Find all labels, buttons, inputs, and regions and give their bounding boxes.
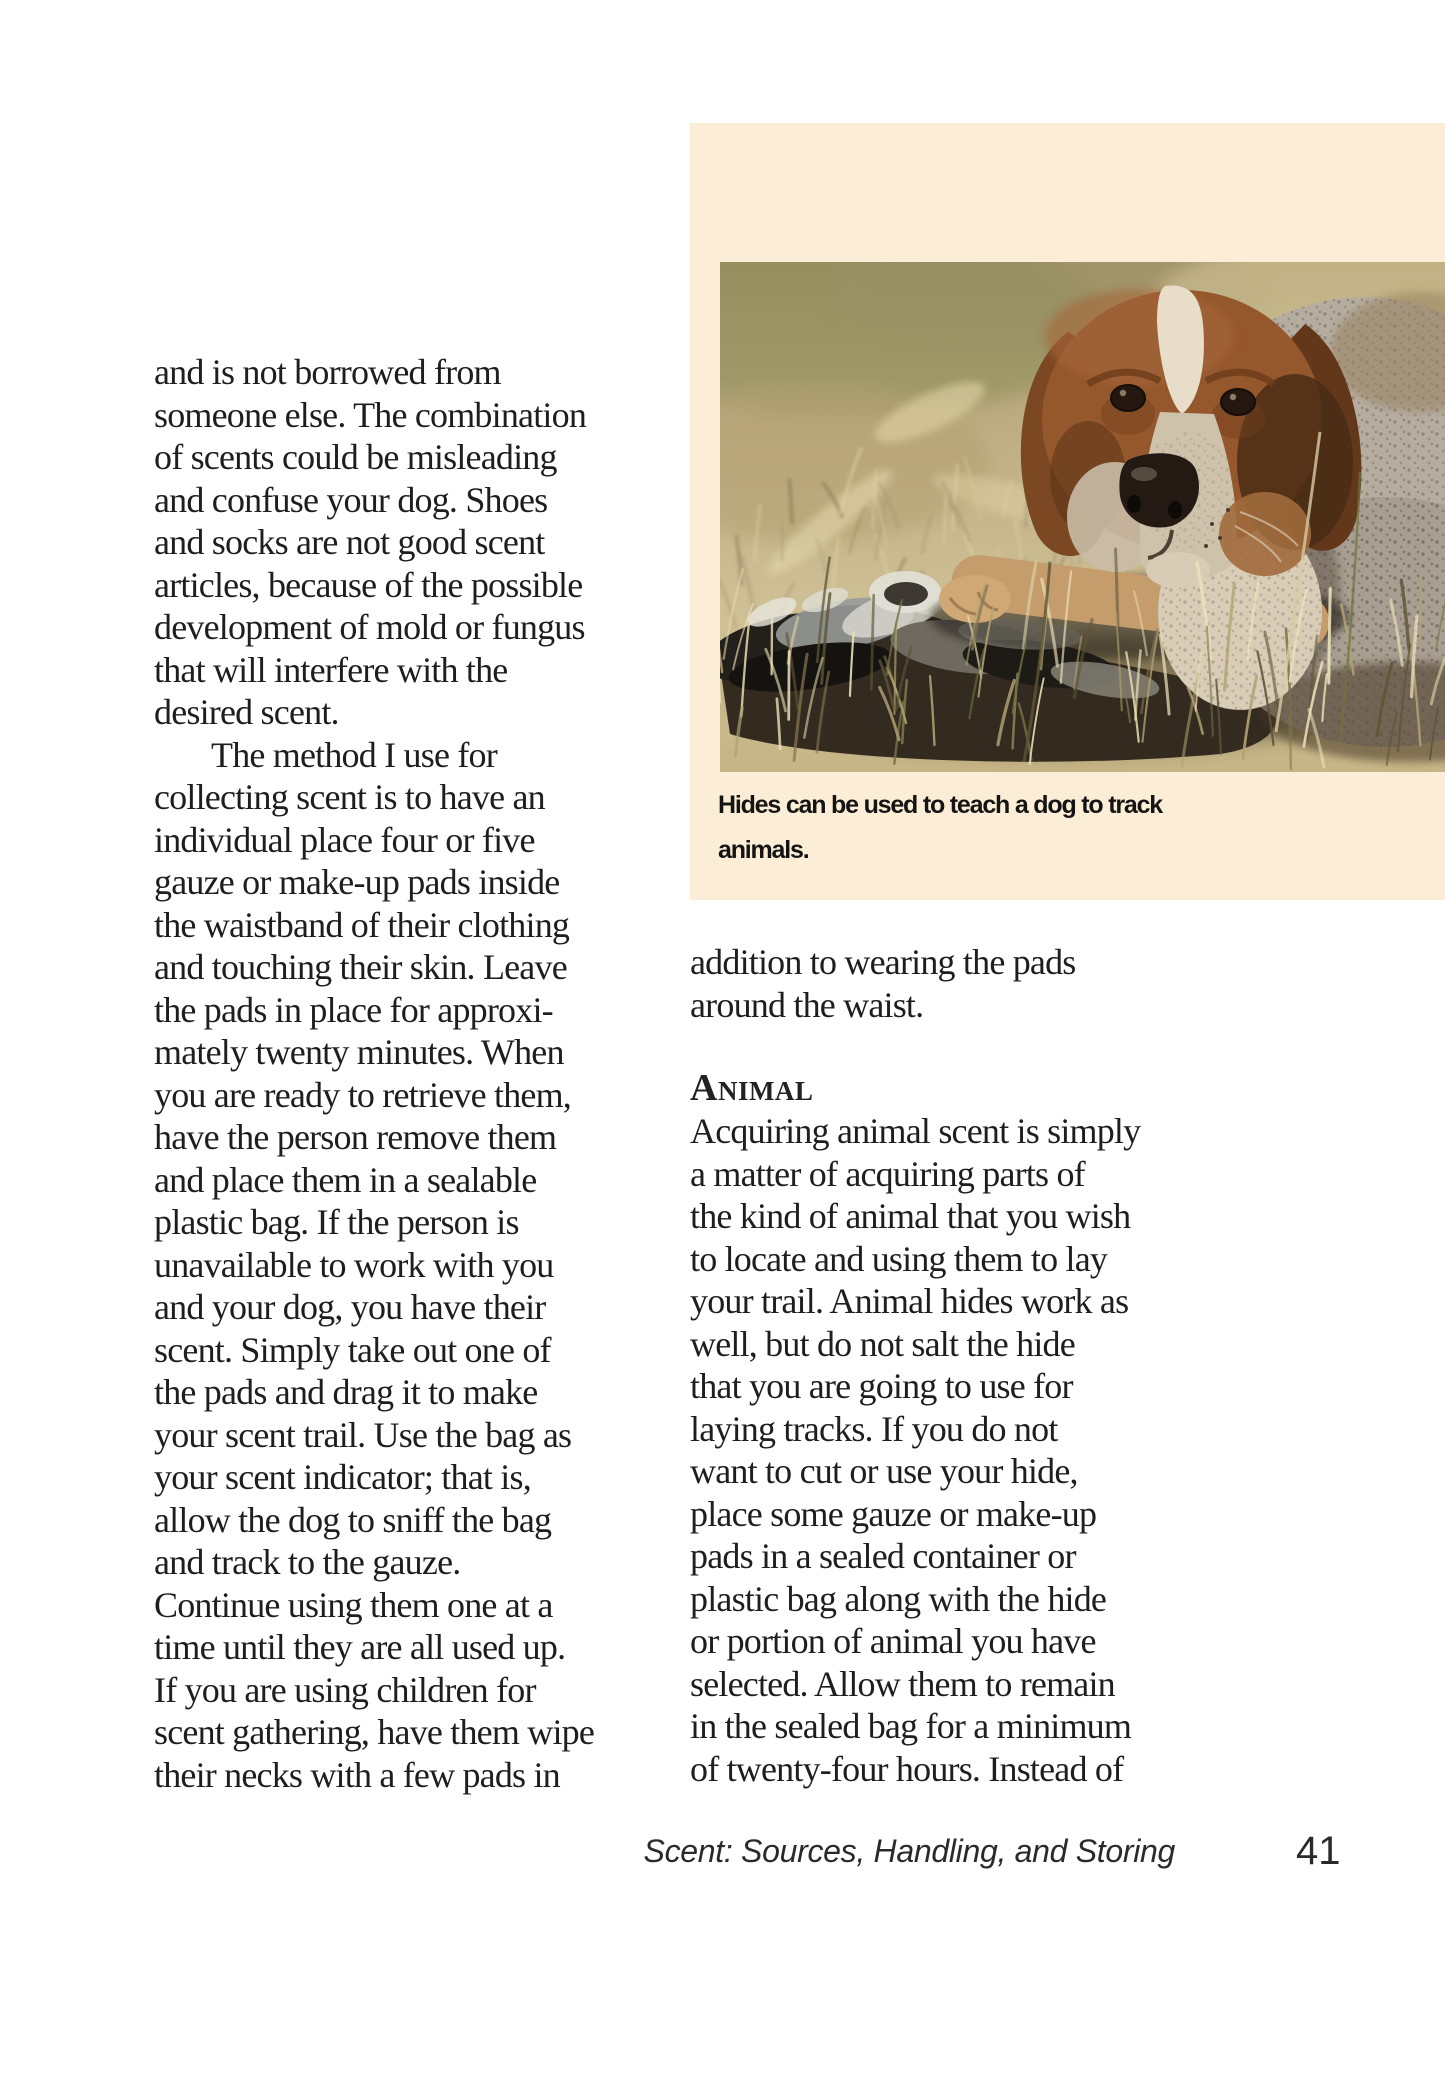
text-line: Hides can be used to teach a dog to track <box>718 791 1162 819</box>
text-line: scent. Simply take out one of <box>154 1329 551 1370</box>
photo-illustration <box>720 262 1445 772</box>
text-line: a matter of acquiring parts of <box>690 1153 1085 1194</box>
text-line: allow the dog to sniff the bag <box>154 1499 552 1540</box>
text-line: that you are going to use for <box>690 1366 1073 1406</box>
text-line: the kind of animal that you wish <box>690 1196 1131 1236</box>
puppy-hide-photo <box>720 262 1445 772</box>
text-line: development of mold or fungus <box>154 607 585 647</box>
section-heading-animal: Animal <box>690 1067 814 1109</box>
paragraph <box>690 941 1076 1026</box>
text-line: The method I use for <box>211 734 497 775</box>
text-line: plastic bag along with the hide <box>690 1578 1107 1619</box>
right-column-intro <box>690 941 1076 1026</box>
text-line: of scents could be misleading <box>154 437 557 477</box>
text-line: individual place four or five <box>154 819 535 860</box>
text-line: their necks with a few pads in <box>154 1754 560 1795</box>
text-line: and confuse your dog. Shoes <box>154 479 548 520</box>
text-line: and socks are not good scent <box>154 522 545 562</box>
puppy-head <box>1021 286 1362 588</box>
text-line: the waistband of their clothing <box>154 904 570 945</box>
left-column <box>154 351 594 1796</box>
right-column-body <box>690 1110 1140 1790</box>
text-line: or portion of animal you have <box>690 1621 1096 1661</box>
running-footer-title: Scent: Sources, Handling, and Storing <box>643 1833 1175 1869</box>
text-line: unavailable to work with you <box>154 1244 554 1285</box>
text-line: and touching their skin. Leave <box>154 947 567 987</box>
text-line: want to cut or use your hide, <box>690 1451 1078 1491</box>
text-line: plastic bag. If the person is <box>154 1202 519 1242</box>
text-line: place some gauze or make-up <box>690 1493 1097 1534</box>
text-line: articles, because of the possible <box>154 564 583 605</box>
text-line: laying tracks. If you do not <box>690 1408 1058 1449</box>
text-line: Acquiring animal scent is simply <box>690 1111 1141 1151</box>
text-line: collecting scent is to have an <box>154 777 545 817</box>
figure-caption <box>718 783 1318 873</box>
text-line: and your dog, you have their <box>154 1287 546 1327</box>
text-line: the pads in place for approxi- <box>154 989 553 1030</box>
text-line: you are ready to retrieve them, <box>154 1074 571 1115</box>
text-line: your scent trail. Use the bag as <box>154 1414 572 1455</box>
text-line: animals. <box>718 836 809 864</box>
text-line: Continue using them one at a <box>154 1584 553 1625</box>
text-line: someone else. The combination <box>154 394 587 435</box>
text-line: gauze or make-up pads inside <box>154 862 560 902</box>
text-line: desired scent. <box>154 692 339 732</box>
text-line: time until they are all used up. <box>154 1627 566 1667</box>
text-line: mately twenty minutes. When <box>154 1032 564 1072</box>
text-line: have the person remove them <box>154 1117 557 1157</box>
text-line: and place them in a sealable <box>154 1159 537 1200</box>
text-line: your scent indicator; that is, <box>154 1457 531 1497</box>
paragraph <box>690 1110 1140 1790</box>
text-line: scent gathering, have them wipe <box>154 1712 595 1752</box>
paragraph <box>154 734 594 1797</box>
text-line: the pads and drag it to make <box>154 1372 538 1412</box>
text-line: If you are using children for <box>154 1669 536 1710</box>
text-line: in the sealed bag for a minimum <box>690 1706 1132 1746</box>
text-line: and is not borrowed from <box>154 352 501 392</box>
text-line: of twenty-four hours. Instead of <box>690 1748 1124 1789</box>
page-number: 41 <box>1296 1829 1341 1873</box>
text-line: that will interfere with the <box>154 649 508 690</box>
text-line: pads in a sealed container or <box>690 1536 1076 1576</box>
text-line: around the waist. <box>690 984 924 1025</box>
figure-panel <box>690 123 1445 900</box>
text-line: your trail. Animal hides work as <box>690 1281 1129 1321</box>
text-line: to locate and using them to lay <box>690 1238 1108 1279</box>
text-line: selected. Allow them to remain <box>690 1663 1115 1704</box>
text-line: well, but do not salt the hide <box>690 1323 1075 1364</box>
text-line: and track to the gauze. <box>154 1542 461 1582</box>
paragraph <box>154 351 594 734</box>
text-line: addition to wearing the pads <box>690 942 1076 982</box>
